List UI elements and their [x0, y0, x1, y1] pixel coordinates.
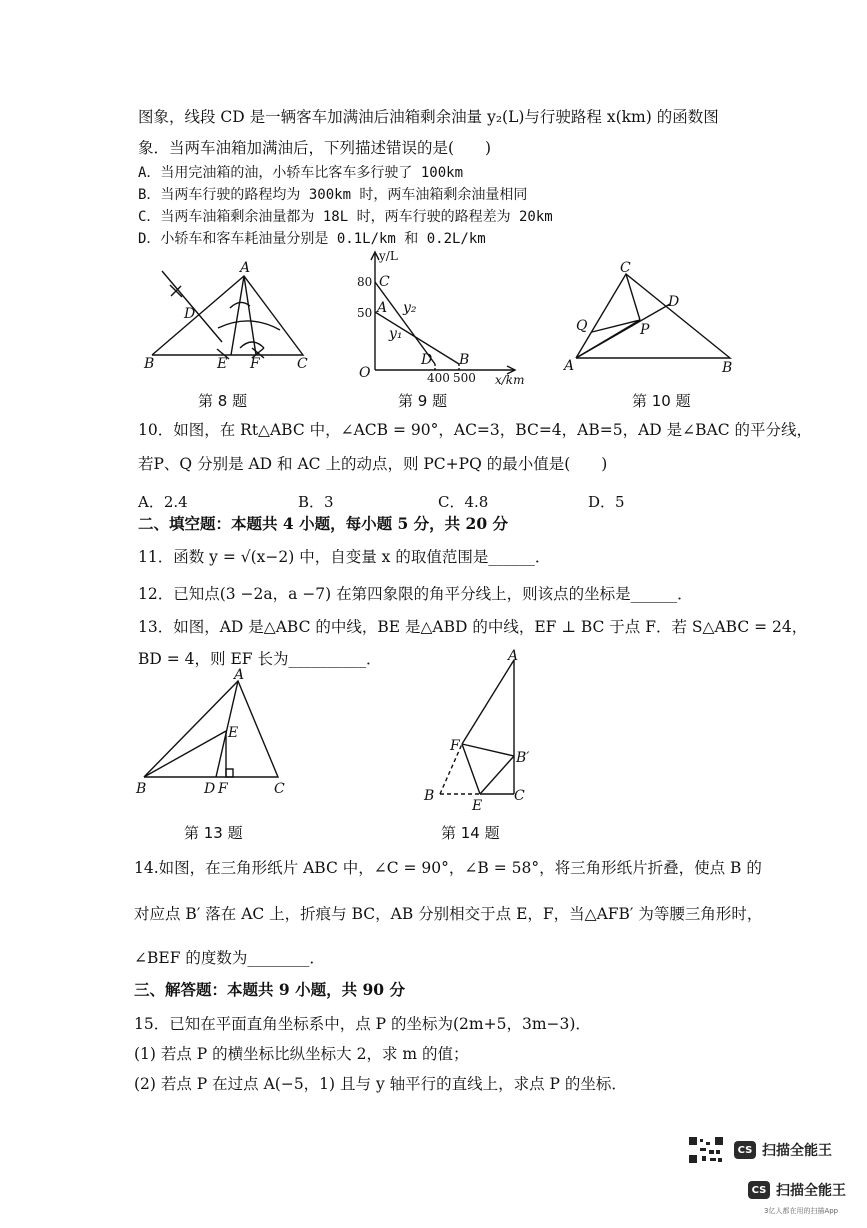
q14-line1: 14.如图，在三角形纸片 ABC 中，∠C = 90°，∠B = 58°，将三角形纸片折叠，使点 B 的 — [134, 859, 762, 877]
caption-fig13: 第 13 题 — [184, 824, 243, 842]
fig8-label-d: D — [184, 306, 196, 322]
fig10-label-a: A — [564, 358, 575, 374]
fig10-label-b: B — [722, 360, 733, 376]
qr-code-icon — [688, 1136, 724, 1164]
fig13-label-b: B — [136, 781, 147, 797]
fig13-label-f: F — [218, 781, 228, 797]
q10-option-d: D．5 — [588, 493, 625, 511]
q9-option-a: A．当用完油箱的油，小轿车比客车多行驶了 100km — [138, 165, 463, 181]
q13-line2: BD = 4，则 EF 长为__________． — [138, 650, 382, 668]
q12-text: 12．已知点(3 −2a，a −7) 在第四象限的角平分线上，则该点的坐标是______． — [138, 585, 693, 603]
fig14-label-b: B — [424, 788, 435, 804]
q15-line3: (2) 若点 P 在过点 A(−5，1) 且与 y 轴平行的直线上，求点 P 的坐标． — [134, 1075, 627, 1093]
fig13-label-c: C — [274, 781, 285, 797]
fig8-label-e: E — [217, 356, 228, 372]
fig8-triangle — [152, 276, 303, 355]
q9-option-b: B．当两车行驶的路程均为 300km 时，两车油箱剩余油量相同 — [138, 187, 528, 203]
fig13-triangle — [144, 681, 278, 777]
fig14-label-f: F — [450, 738, 460, 754]
fig9-tick-400: 400 — [427, 371, 450, 385]
fig8-label-a: A — [240, 260, 251, 276]
section3-heading: 三、解答题：本题共 9 小题，共 90 分 — [134, 980, 405, 999]
fig13-label-e: E — [228, 725, 239, 741]
q13-line1: 13．如图，AD 是△ABC 的中线，BE 是△ABD 的中线，EF ⊥ BC 于点 F．若 S△ABC = 24， — [138, 618, 808, 636]
figure-10 — [560, 262, 740, 377]
figure-9 — [355, 246, 535, 386]
q15-line2: (1) 若点 P 的横坐标比纵坐标大 2，求 m 的值； — [134, 1045, 469, 1063]
caption-fig8: 第 8 题 — [198, 392, 248, 410]
q9-text-line2: 象．当两车油箱加满油后，下列描述错误的是( ) — [138, 139, 492, 157]
fig10-label-p: P — [640, 322, 650, 338]
fig9-tick-50: 50 — [357, 306, 373, 320]
q10-line1: 10．如图，在 Rt△ABC 中，∠ACB = 90°，AC=3，BC=4，AB=5，AD 是∠BAC 的平分线， — [138, 421, 813, 439]
fig8-label-c: C — [297, 356, 308, 372]
fig9-xaxis-label: x/km — [495, 373, 525, 387]
fig9-label-y2: y₂ — [403, 300, 417, 316]
q15-line1: 15．已知在平面直角坐标系中，点 P 的坐标为(2m+5，3m−3)． — [134, 1015, 591, 1033]
q9-option-d: D．小轿车和客车耗油量分别是 0.1L/km 和 0.2L/km — [138, 231, 486, 247]
q14-line3: ∠BEF 的度数为________． — [134, 949, 325, 967]
fig9-yaxis-label: y/L — [379, 249, 398, 263]
scanner-brand-bottom — [748, 1180, 846, 1200]
q10-option-a: A．2.4 — [138, 493, 188, 511]
fig9-label-a: A — [377, 300, 388, 316]
q10-option-c: C．4.8 — [438, 493, 489, 511]
q9-option-c: C．当两车油箱剩余油量都为 18L 时，两车行驶的路程差为 20km — [138, 209, 553, 225]
scanner-brand-name-bottom: 扫描全能王 — [776, 1183, 846, 1199]
fig9-label-b: B — [459, 352, 470, 368]
fig9-label-c: C — [379, 274, 390, 290]
cs-logo-icon: CS — [734, 1141, 756, 1159]
fig14-label-e: E — [472, 798, 483, 814]
fig14-label-bprime: B′ — [516, 750, 530, 766]
caption-fig10: 第 10 题 — [632, 392, 691, 410]
fig14-label-c: C — [514, 788, 525, 804]
caption-fig14: 第 14 题 — [441, 824, 500, 842]
scanner-tagline: 3亿人都在用的扫描App — [764, 1207, 839, 1215]
fig8-label-f: F — [250, 356, 260, 372]
cs-logo-icon-bottom: CS — [748, 1181, 770, 1199]
fig9-label-y1: y₁ — [389, 326, 403, 342]
q9-text-line1: 图象，线段 CD 是一辆客车加满油后油箱剩余油量 y₂(L)与行驶路程 x(km) 的函数图 — [138, 108, 719, 126]
figure-14 — [420, 648, 550, 813]
fig9-tick-80: 80 — [357, 275, 373, 289]
fig10-label-d: D — [668, 294, 680, 310]
scanner-brand-top — [734, 1140, 832, 1160]
fig13-label-a: A — [234, 667, 245, 683]
fig9-label-d: D — [421, 352, 433, 368]
section2-heading: 二、填空题：本题共 4 小题，每小题 5 分，共 20 分 — [138, 514, 509, 533]
fig14-label-a: A — [508, 648, 519, 664]
fig9-tick-500: 500 — [453, 371, 476, 385]
fig10-label-c: C — [620, 260, 631, 276]
q10-option-b: B．3 — [298, 493, 334, 511]
scanner-brand-name-top: 扫描全能王 — [762, 1143, 832, 1159]
fig9-line-y1 — [375, 312, 459, 364]
q10-line2: 若P、Q 分别是 AD 和 AC 上的动点，则 PC+PQ 的最小值是( ) — [138, 455, 608, 473]
fig9-origin: O — [359, 365, 371, 381]
figure-13 — [132, 665, 302, 800]
fig8-label-b: B — [144, 356, 155, 372]
q11-text: 11．函数 y = √(x−2) 中，自变量 x 的取值范围是______． — [138, 548, 551, 566]
figure-8 — [140, 258, 320, 378]
q14-line2: 对应点 B′ 落在 AC 上，折痕与 BC，AB 分别相交于点 E，F，当△AFB′ 为等腰三角形时， — [134, 905, 763, 923]
fig10-label-q: Q — [576, 318, 588, 334]
caption-fig9: 第 9 题 — [398, 392, 448, 410]
fig13-label-d: D — [204, 781, 216, 797]
